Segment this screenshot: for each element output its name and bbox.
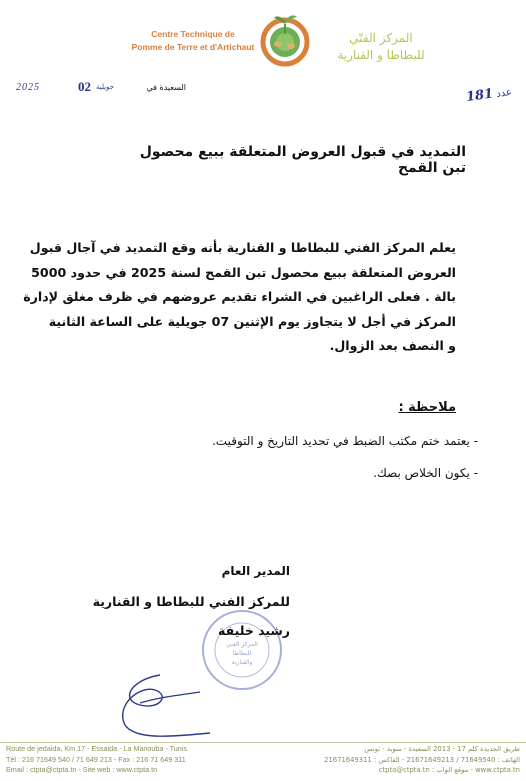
date-year: 2025 xyxy=(16,82,40,93)
organization-name-ar-line2: للبطاطا و القنارية xyxy=(337,48,425,62)
svg-text:والقنارية: والقنارية xyxy=(231,659,253,666)
signatory-organization: للمركز الفني للبطاطا و القنارية xyxy=(92,594,290,609)
footer-divider xyxy=(0,742,526,743)
handwritten-signature xyxy=(100,645,260,745)
footer-address: Route de jedaida, Km 17 - Essaida - La Manouba - Tunis xyxy=(6,744,187,753)
reference-number-prefix: عدد xyxy=(495,86,513,100)
body-line: بالة . فعلى الراغبين في الشراء تقديم عروضهم في ظرف مغلق لإدارة xyxy=(23,289,456,304)
body-line: المركز في أجل لا يتجاوز يوم الإثنين 07 جويلية على الساعة الثانية xyxy=(48,313,456,329)
signatory-title: المدير العام xyxy=(221,564,290,578)
subject-heading: التمديد في قبول العروض المتعلقة ببيع محصول تبن القمح xyxy=(139,144,466,176)
date-line xyxy=(16,79,186,97)
svg-text:للبطاطا: للبطاطا xyxy=(232,650,252,657)
footer-address-ar: طريق الجديدة كلم 17 - 2013 السعيدة - منوبة - تونس xyxy=(364,745,520,753)
footer-web-ar: www.ctpta.tn - موقع الواب : ctpta@ctpta.tn xyxy=(378,766,520,774)
note-item: - يعتمد ختم مكتب الضبط في تحديد التاريخ و التوقيت. xyxy=(211,434,478,448)
date-day: 02 xyxy=(78,79,91,94)
organization-name-fr xyxy=(118,28,268,54)
body-line: يعلم المركز الفني للبطاطا و القنارية بأنه وقع التمديد في آجال قبول xyxy=(29,240,456,255)
organization-name-fr-line2: Pomme de Terre et d'Artichaut xyxy=(131,42,255,52)
reference-number xyxy=(465,84,513,105)
organization-name-fr-line1: Centre Technique de xyxy=(151,29,235,39)
signatory-name: رشيد خليفة xyxy=(218,623,290,638)
body-line: و النصف بعد الزوال. xyxy=(329,338,456,353)
footer-contact-ar xyxy=(280,744,520,776)
announcement-body xyxy=(23,236,456,359)
ctpta-logo xyxy=(256,10,314,68)
svg-text:المركز الفني: المركز الفني xyxy=(226,641,258,648)
date-month: جويلية xyxy=(96,83,115,91)
footer-email: Email : ctpta@ctpta.tn - Site web : www.ctpta.tn xyxy=(6,765,158,774)
footer-phone-ar: الهاتف : 71649540 / 21671649213 - الفاكس : 21671649311 xyxy=(324,755,520,764)
notes-title: ملاحظة : xyxy=(398,400,456,415)
organization-name-ar-line1: المركز الفنّي xyxy=(349,31,413,45)
date-place-label: السعيدة في xyxy=(146,83,186,92)
reference-number-value: 181 xyxy=(465,86,495,106)
footer-contact-fr xyxy=(6,744,276,776)
note-item: - يكون الخلاص بصك. xyxy=(373,466,478,480)
footer-phone: Tél : 216 71649 540 / 71 649 213 - Fax : 216 71 649 311 xyxy=(6,754,186,764)
body-line: العروض المتعلقة ببيع محصول تبن القمح لسنة 2025 في حدود 5000 xyxy=(31,264,456,280)
organization-name-ar xyxy=(322,30,440,64)
